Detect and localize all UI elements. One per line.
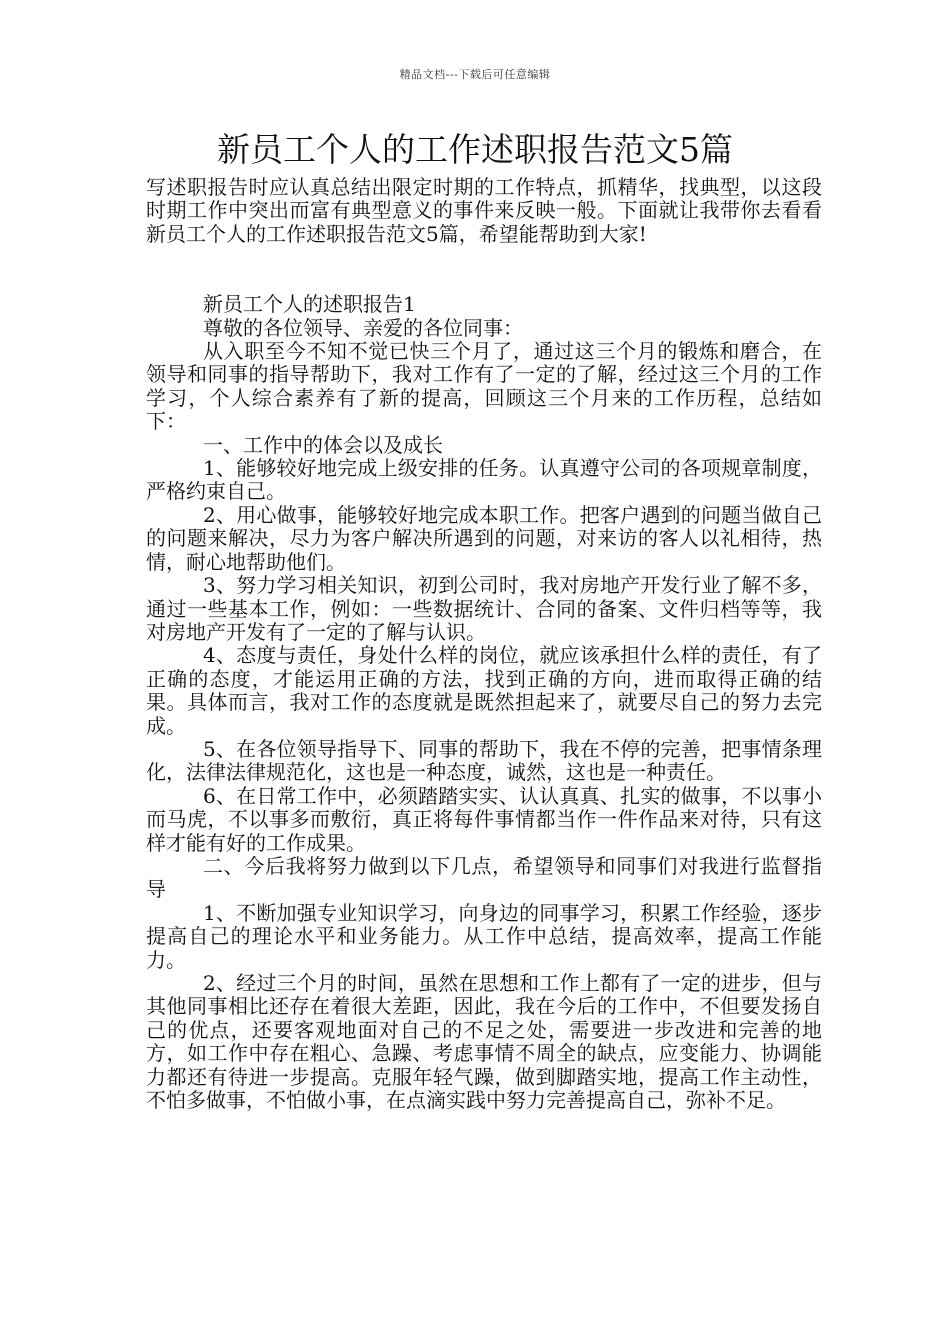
- section-1-item: 2、用心做事，能够较好地完成本职工作。把客户遇到的问题当做自己的问题来解决，尽力为客户解决所遇到的问题，对来访的客人以礼相待，热情，耐心地帮助他们。: [146, 502, 822, 574]
- section-2-item: 1、不断加强专业知识学习，向身边的同事学习，积累工作经验，逐步提高自己的理论水平和业务能力。从工作中总结，提高效率，提高工作能力。: [146, 900, 822, 972]
- document-title: 新员工个人的工作述职报告范文5篇: [217, 130, 733, 169]
- section-1-item: 3、努力学习相关知识，初到公司时，我对房地产开发行业了解不多，通过一些基本工作，例如：一些数据统计、合同的备案、文件归档等等，我对房地产开发有了一定的了解与认识。: [146, 573, 822, 644]
- section-1-title: 一、工作中的体会以及成长: [203, 432, 443, 457]
- intro-paragraph: 写述职报告时应认真总结出限定时期的工作特点，抓精华，找典型，以这段时期工作中突出而富有典型意义的事件来反映一般。下面就让我带你去看看新员工个人的工作述职报告范文5篇，希望能帮助到大家!: [146, 175, 822, 246]
- document-header-note: 精品文档---下载后可任意编辑: [399, 68, 551, 81]
- section-1-item: 6、在日常工作中，必须踏踏实实、认认真真、扎实的做事，不以事小而马虎，不以事多而敷衍，真正将每件事情都当作一件作品来对待，只有这样才能有好的工作成果。: [146, 783, 822, 855]
- salutation: 尊敬的各位领导、亲爱的各位同事：: [203, 315, 523, 340]
- section-1-item: 4、态度与责任，身处什么样的岗位，就应该承担什么样的责任，有了正确的态度，才能运用正确的方法，找到正确的方向，进而取得正确的结果。具体而言，我对工作的态度就是既然担起来了，就要尽自己的努力去完成。: [146, 643, 822, 738]
- section-2-title: 二、今后我将努力做到以下几点，希望领导和同事们对我进行监督指导: [146, 853, 822, 902]
- report-heading: 新员工个人的述职报告1: [203, 292, 416, 317]
- section-1-item: 1、能够较好地完成上级安排的任务。认真遵守公司的各项规章制度，严格约束自己。: [146, 456, 822, 504]
- document-body: [146, 176, 822, 1112]
- section-2-item: 2、经过三个月的时间，虽然在思想和工作上都有了一定的进步，但与其他同事相比还存在着很大差距，因此，我在今后的工作中，不但要发扬自己的优点，还要客观地面对自己的不足之处，需要进一步改进和完善的地方，如工作中存在粗心、急躁、考虑事情不周全的缺点，应变能力、协调能力都还有待进一步提高。克服年轻气躁，做到脚踏实地，提高工作主动性，不怕多做事，不怕做小事，在点滴实践中努力完善提高自己，弥补不足。: [146, 971, 822, 1113]
- section-1-item: 5、在各位领导指导下、同事的帮助下，我在不停的完善，把事情条理化，法律法律规范化，这也是一种态度，诚然，这也是一种责任。: [146, 736, 822, 785]
- opening-paragraph: 从入职至今不知不觉已快三个月了，通过这三个月的锻炼和磨合，在领导和同事的指导帮助下，我对工作有了一定的了解，经过这三个月的工作学习，个人综合素养有了新的提高，回顾这三个月来的工作历程，总结如下：: [146, 339, 822, 434]
